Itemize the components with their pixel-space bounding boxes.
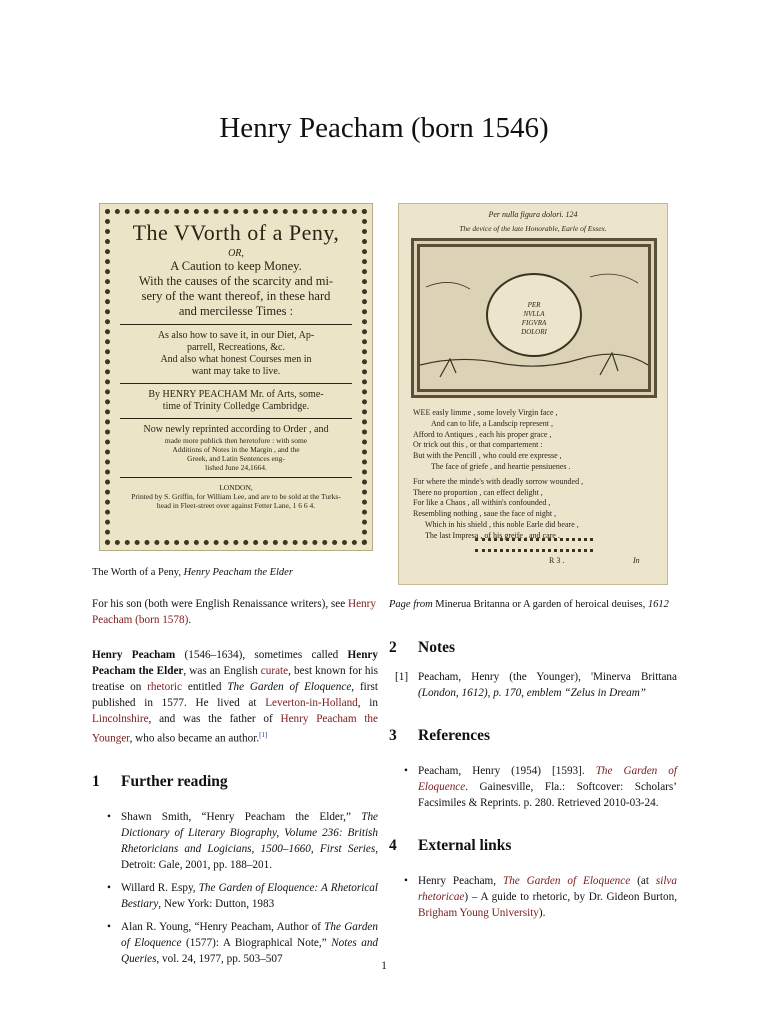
tp-line: LONDON,: [219, 483, 253, 492]
section-heading-references: [389, 727, 677, 745]
verse-line: But with the Pencill , who could ere expresse ,: [413, 451, 562, 461]
emblem-page-image: [398, 203, 668, 585]
link-rhetoric[interactable]: rhetoric: [147, 681, 182, 693]
tp-line: lished June 24,1664.: [205, 463, 267, 472]
verse-line: Or trick out this , or that compartement :: [413, 440, 543, 450]
references-list: [389, 763, 677, 811]
note-italic: (London, 1612), p. 170, emblem “Zelus in Dream”: [418, 687, 646, 699]
note-item: [389, 669, 677, 701]
right-column: [389, 203, 677, 921]
alt-name-bold: Henry Peacham the Elder: [92, 649, 378, 677]
intro-text: , in: [357, 697, 379, 709]
title-page-text: [114, 220, 358, 534]
section-heading-further-reading: [92, 773, 378, 791]
section-number: 3: [389, 727, 397, 744]
tp-line: By HENRY PEACHAM Mr. of Arts, some-: [148, 389, 324, 400]
title-page-image: [99, 203, 373, 551]
emblem-signature: R 3 .: [549, 556, 565, 565]
verse-line: The face of griefe , and heartie pensiuenes .: [431, 461, 571, 471]
verse-line: Which in his shield , this noble Earle did beare ,: [425, 519, 579, 529]
intro-text: , was an English: [183, 665, 261, 677]
item-italic: The Garden of Eloquence: [121, 920, 378, 949]
verse-line: WEE easly limme , some lovely Virgin face ,: [413, 408, 558, 417]
name-bold: Henry Peacham: [92, 649, 176, 661]
tp-line: made more publick then heretofore : with some: [164, 436, 308, 445]
caption-italic: Page from: [389, 599, 436, 610]
item-text: ).: [538, 907, 546, 919]
figure-caption-right: [389, 599, 677, 610]
further-reading-list: [92, 809, 378, 967]
section-heading-notes: [389, 639, 677, 657]
tp-line: parrell, Recreations, &c.: [186, 342, 285, 353]
link-byu[interactable]: Brigham Young University: [418, 907, 539, 919]
tp-line: Greek, and Latin Sentences eng-: [187, 454, 285, 463]
tp-or: OR,: [228, 248, 244, 259]
tp-rule: [120, 324, 352, 325]
tp-line: head in Fleet-street over against Fetter Lane, 1 6 6 4.: [156, 501, 316, 510]
emblem-shield: [486, 273, 582, 357]
tp-line: And also what honest Courses men in: [160, 354, 312, 365]
section-number: 2: [389, 639, 397, 656]
tp-subtitle: A Caution to keep Money.: [170, 259, 302, 273]
item-italic: The Garden of Eloquence: A Rhetorical Bestiary: [121, 881, 378, 910]
intro-paragraph: [92, 647, 378, 747]
list-item: [92, 880, 378, 912]
tp-rule: [120, 418, 352, 419]
tp-rule: [120, 477, 352, 478]
verse-line: And can to life, a Landscip represent ,: [431, 418, 553, 428]
emblem-frame: [411, 238, 657, 398]
tp-line: Now newly reprinted according to Order , and: [143, 424, 329, 435]
item-text: , Detroit: Gale, 2001, pp. 188–201.: [121, 842, 378, 871]
caption-italic: Henry Peacham the Elder: [183, 567, 293, 578]
emblem-motto: Per nulla figura dolori. 124: [488, 210, 578, 219]
intro-text: entitled: [182, 681, 228, 693]
emblem-verse: [413, 408, 653, 542]
section-title: Further reading: [121, 772, 228, 790]
verse-line: There no proportion , can effect delight ,: [413, 487, 543, 497]
link-garden-of-eloquence[interactable]: The Garden of Eloquence: [418, 765, 678, 793]
bullet: •: [107, 881, 111, 894]
bullet: •: [107, 920, 111, 933]
external-links-list: [389, 873, 677, 921]
ref-marker[interactable]: [1]: [259, 731, 268, 739]
tp-line: want may take to live.: [191, 366, 281, 377]
tp-line: time of Trinity Colledge Cambridge.: [162, 401, 310, 412]
tp-line: Printed by S. Griffin, for William Lee, and are to be sold at the Turks-: [131, 492, 341, 501]
verse-line: For like a Chaos , all within's confounded ,: [413, 498, 551, 508]
item-text: (at: [630, 875, 656, 887]
figure-caption: [92, 567, 378, 578]
son-note: [92, 596, 378, 628]
caption-text: The Worth of a Peny,: [92, 567, 184, 578]
son-note-end: .: [188, 614, 192, 626]
verse-line: Afford to Antiques , each his proper grace ,: [413, 429, 552, 439]
item-text: (1577): A Biographical Note,”: [181, 936, 332, 949]
emblem-catchword: In: [633, 556, 640, 565]
son-note-text: For his son (both were English Renaissance writers), see: [92, 598, 349, 610]
figure-title-page: [92, 203, 378, 578]
section-title: External links: [418, 837, 512, 854]
note-text: Peacham, Henry (the Younger), 'Minerva Brittana: [418, 671, 677, 683]
link-silva-rhetoricae[interactable]: silva rhetoricae: [418, 875, 677, 903]
item-italic: The Dictionary of Literary Biography, Volume 236: British Rhetoricians and Logicians, 1500–1660, First Series: [121, 810, 378, 855]
list-item: [92, 809, 378, 873]
book-title: The Garden of Eloquence: [227, 681, 352, 693]
bullet: •: [404, 875, 408, 887]
item-text: Peacham, Henry (1954) [1593].: [418, 765, 596, 777]
item-text: Willard R. Espy,: [121, 881, 199, 894]
link-henry-peacham-younger[interactable]: Henry Peacham the Younger: [92, 713, 378, 745]
section-title: References: [418, 727, 491, 744]
item-text: Shawn Smith, “Henry Peacham the Elder,”: [121, 810, 362, 823]
verse-line: The last Impresa , of his greife , and care .: [425, 530, 560, 540]
item-text: ) – A guide to rhetoric, by Dr. Gideon Burton,: [464, 891, 677, 903]
section-title: Notes: [418, 639, 456, 656]
intro-text: , first published in 1577. He lived at: [92, 681, 378, 709]
shield-text: PER NVLLA FIGVRA DOLORI: [521, 301, 547, 336]
item-text: . Gainesville, Fla.: Softcover: Scholars’ Facsimiles & Reprints. p. 280. Retrieved 2010-03-24.: [418, 781, 677, 809]
intro-text: , who also became an author.: [129, 732, 260, 745]
list-item: [389, 873, 677, 921]
link-henry-peacham-1578[interactable]: Henry Peacham (born 1578): [92, 598, 376, 626]
tp-line: and mercilesse Times :: [178, 304, 294, 318]
note-label: [1]: [395, 671, 409, 683]
link-lincolnshire[interactable]: Lincolnshire: [92, 713, 149, 725]
intro-text: (1546–1634), sometimes called: [175, 649, 348, 661]
link-garden-of-eloquence-ext[interactable]: The Garden of Eloquence: [502, 875, 631, 887]
tp-title: The VVorth of a Peny,: [132, 220, 340, 245]
bullet: •: [404, 765, 408, 777]
caption-year: 1612: [647, 599, 669, 610]
item-text: , vol. 24, 1977, pp. 503–507: [156, 952, 283, 965]
verse-line: For where the minde's with deadly sorrow wounded ,: [413, 476, 584, 486]
section-number: 4: [389, 837, 397, 854]
left-column: [92, 203, 378, 967]
emblem-ornament: [475, 538, 593, 552]
tp-line: sery of the want thereof, in these hard: [141, 289, 331, 303]
item-text: Alan R. Young, “Henry Peacham, Author of: [121, 920, 325, 933]
page-title: Henry Peacham (born 1546): [219, 112, 549, 144]
link-leverton[interactable]: Leverton-in-Holland: [265, 697, 358, 709]
bullet: •: [107, 810, 111, 823]
verse-line: Resembling nothing , saue the face of night ,: [413, 509, 557, 519]
intro-text: , best known for his treatise on: [92, 665, 378, 693]
section-number: 1: [92, 772, 100, 790]
tp-rule: [120, 383, 352, 384]
caption-text: Minerua Britanna or A garden of heroical deuises,: [435, 599, 648, 610]
link-curate[interactable]: curate: [260, 665, 289, 677]
tp-line: Additions of Notes in the Margin , and the: [172, 445, 300, 454]
item-text: Henry Peacham,: [418, 875, 503, 887]
page-number: 1: [381, 960, 387, 972]
section-heading-external-links: [389, 837, 677, 855]
tp-line: As also how to save it, in our Diet, Ap-: [157, 330, 315, 341]
tp-line: With the causes of the scarcity and mi-: [138, 274, 334, 288]
item-italic: Notes and Queries: [121, 936, 379, 965]
emblem-device: The device of the late Honorable, Earle of Essex.: [459, 224, 607, 233]
item-text: , New York: Dutton, 1983: [158, 897, 275, 910]
intro-text: , and was the father of: [148, 713, 281, 725]
list-item: [389, 763, 677, 811]
